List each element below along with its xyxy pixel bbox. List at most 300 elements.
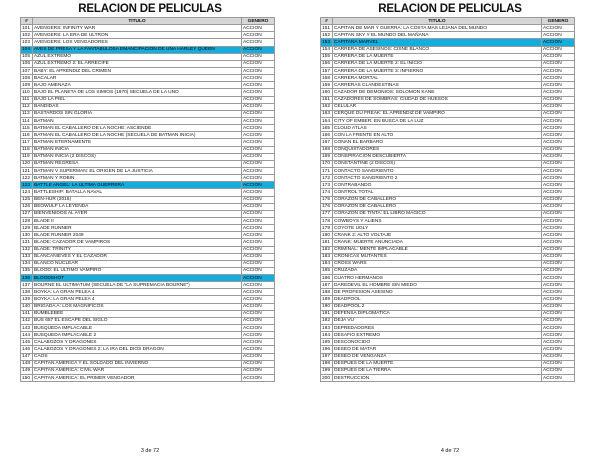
movie-title: DESAFIO EXTREMO	[333, 332, 542, 339]
movie-title: CAPITAN AMERICA: EL PRIMER VENGADOR	[33, 375, 242, 382]
movie-genre: ACCION	[242, 167, 275, 174]
table-row	[21, 53, 275, 60]
row-number: 164	[321, 117, 333, 124]
movie-genre: ACCION	[242, 53, 275, 60]
movie-title: BANDIDAS	[33, 103, 242, 110]
table-row	[321, 182, 575, 189]
row-number: 173	[321, 182, 333, 189]
movie-genre: ACCION	[242, 289, 275, 296]
movie-title: BAJO EL PLANETA DE LOS SIMIOS (1970) SECUELA DE LA UNO	[33, 89, 242, 96]
row-number: 118	[21, 146, 33, 153]
table-row	[21, 32, 275, 39]
row-number: 152	[321, 32, 333, 39]
movie-genre: ACCION	[242, 296, 275, 303]
table-row	[21, 167, 275, 174]
movie-genre: ACCION	[242, 267, 275, 274]
row-number: 198	[321, 360, 333, 367]
movie-title: DEPREDADORES	[333, 325, 542, 332]
table-row	[321, 210, 575, 217]
movie-genre: ACCION	[242, 96, 275, 103]
movie-genre: ACCION	[542, 75, 575, 82]
row-number: 143	[21, 325, 33, 332]
movie-genre: ACCION	[242, 332, 275, 339]
movie-title: CONTROL TOTAL	[333, 189, 542, 196]
table-row	[21, 117, 275, 124]
table-row	[21, 325, 275, 332]
row-number: 136	[21, 275, 33, 282]
header-num: #	[321, 18, 333, 25]
movie-title: BAJO LA PIEL	[33, 96, 242, 103]
movie-title: CONTACTO SANGRIENTO	[333, 167, 542, 174]
table-row	[21, 189, 275, 196]
movie-title: BATTLE ANGEL: LA ULTIMA GUERRERA	[33, 182, 242, 189]
movie-title: CAPITAN AMERICA: CIVIL WAR	[33, 367, 242, 374]
table-row	[321, 203, 575, 210]
movie-title: CERQUE DU FREAK: EL APRENDIZ DE VAMPIRO	[333, 110, 542, 117]
movie-title: BLADE RUNNER 2049	[33, 232, 242, 239]
table-row	[321, 60, 575, 67]
movie-genre: ACCION	[542, 239, 575, 246]
table-row	[21, 210, 275, 217]
table-row	[321, 217, 575, 224]
row-number: 182	[321, 246, 333, 253]
movie-title: CARRERA DE LA MUERTE 3: INFIERNO	[333, 67, 542, 74]
row-number: 139	[21, 296, 33, 303]
table-row	[21, 332, 275, 339]
movie-title: CAZADOR DE DEMONIOS: SOLOMON KANE	[333, 89, 542, 96]
movie-title: DESTRUCCION	[333, 375, 542, 382]
movie-title: DE PROFESION ASESINO	[333, 289, 542, 296]
row-number: 200	[321, 375, 333, 382]
movie-genre: ACCION	[542, 39, 575, 46]
movie-genre: ACCION	[242, 339, 275, 346]
table-row	[21, 367, 275, 374]
row-number: 184	[321, 260, 333, 267]
movie-genre: ACCION	[242, 89, 275, 96]
table-row	[321, 39, 575, 46]
movie-title: BOYKA: LA GRAN PELEA 4	[33, 296, 242, 303]
movie-genre: ACCION	[542, 260, 575, 267]
table-row	[321, 167, 575, 174]
table-row	[321, 89, 575, 96]
movie-genre: ACCION	[242, 103, 275, 110]
movie-title: COWBOYS Y ALIENS	[333, 217, 542, 224]
movie-genre: ACCION	[542, 53, 575, 60]
row-number: 125	[21, 196, 33, 203]
page-number: 3 de 72	[140, 448, 160, 454]
movie-title: COYOTE UGLY	[333, 225, 542, 232]
movie-genre: ACCION	[242, 260, 275, 267]
page-title: RELACION DE PELICULAS	[78, 3, 222, 15]
movie-title: CARRERAS CLANDESTINAS	[333, 82, 542, 89]
movie-title: BATTLESHIP: BATALLA NAVAL	[33, 189, 242, 196]
table-row	[321, 360, 575, 367]
movie-genre: ACCION	[542, 189, 575, 196]
movie-title: CAPITAN SKY Y EL MUNDO DEL MAÑANA	[333, 32, 542, 39]
table-row	[21, 175, 275, 182]
table-row	[321, 32, 575, 39]
movie-title: BLADE: CAZADOR DE VAMPIROS	[33, 239, 242, 246]
movie-title: DESCONOCIDO	[333, 339, 542, 346]
movie-title: BATMAN INICIA	[33, 146, 242, 153]
table-row	[321, 317, 575, 324]
movie-genre: ACCION	[542, 353, 575, 360]
movie-genre: ACCION	[242, 60, 275, 67]
movie-title: CONSTANTINE (2 DISCOS)	[333, 160, 542, 167]
table-row	[321, 96, 575, 103]
row-number: 108	[21, 75, 33, 82]
movie-genre: ACCION	[542, 167, 575, 174]
movie-genre: ACCION	[542, 225, 575, 232]
row-number: 129	[21, 225, 33, 232]
movie-title: CONTACTO SANGRIENTO 2	[333, 175, 542, 182]
row-number: 137	[21, 282, 33, 289]
row-number: 191	[321, 310, 333, 317]
header-genre: GENERO	[242, 18, 275, 25]
movie-title: BABY: EL APRENDIZ DEL CRIMEN	[33, 67, 242, 74]
row-number: 166	[321, 132, 333, 139]
movie-title: BASTARDOS SIN GLORIA	[33, 110, 242, 117]
table-row	[321, 375, 575, 382]
movie-title: BOYKA: LA GRAN PELEA 4	[33, 289, 242, 296]
movie-genre: ACCION	[242, 310, 275, 317]
table-row	[21, 310, 275, 317]
movie-genre: ACCION	[542, 103, 575, 110]
row-number: 199	[321, 367, 333, 374]
table-row	[21, 75, 275, 82]
movie-genre: ACCION	[242, 132, 275, 139]
table-row	[321, 225, 575, 232]
table-row	[21, 217, 275, 224]
row-number: 119	[21, 153, 33, 160]
row-number: 138	[21, 289, 33, 296]
table-row	[321, 125, 575, 132]
row-number: 179	[321, 225, 333, 232]
table-row	[321, 332, 575, 339]
movie-genre: ACCION	[242, 253, 275, 260]
row-number: 147	[21, 353, 33, 360]
table-row	[321, 310, 575, 317]
row-number: 168	[321, 146, 333, 153]
movie-title: DESEO DE MATAR	[333, 346, 542, 353]
movie-title: BUSQUEDA IMPLACABLE	[33, 325, 242, 332]
movie-title: AVENGERS: INFINITY WAR	[33, 25, 242, 32]
movie-genre: ACCION	[542, 267, 575, 274]
movie-genre: ACCION	[242, 46, 275, 53]
movie-title: BACALAR	[33, 75, 242, 82]
table-row	[21, 360, 275, 367]
movie-title: DEADPOOL	[333, 296, 542, 303]
movie-genre: ACCION	[542, 289, 575, 296]
movie-title: DESPUES DE LA MUERTE	[333, 360, 542, 367]
row-number: 157	[321, 67, 333, 74]
row-number: 104	[21, 46, 33, 53]
row-number: 123	[21, 182, 33, 189]
row-number: 146	[21, 346, 33, 353]
movie-genre: ACCION	[242, 239, 275, 246]
row-number: 142	[21, 317, 33, 324]
movie-title: AZUL EXTREMO 2: EL ARRECIFE	[33, 60, 242, 67]
movie-genre: ACCION	[242, 125, 275, 132]
movie-title: CLOUD ATLAS	[333, 125, 542, 132]
table-row	[321, 367, 575, 374]
row-number: 150	[21, 375, 33, 382]
table-row	[321, 196, 575, 203]
movie-genre: ACCION	[242, 25, 275, 32]
movie-title: DAREDEVIL EL HOMBRE SIN MIEDO	[333, 282, 542, 289]
table-row	[21, 96, 275, 103]
table-row	[321, 282, 575, 289]
movie-title: BEN-HUR (2016)	[33, 196, 242, 203]
movie-title: CONQUISTADORES	[333, 146, 542, 153]
table-row	[321, 296, 575, 303]
movie-title: BATMAN Y ROBIN	[33, 175, 242, 182]
table-row	[21, 317, 275, 324]
table-row	[21, 239, 275, 246]
movie-genre: ACCION	[542, 132, 575, 139]
row-number: 127	[21, 210, 33, 217]
table-row	[21, 132, 275, 139]
movie-genre: ACCION	[542, 139, 575, 146]
table-row	[21, 25, 275, 32]
row-number: 180	[321, 232, 333, 239]
movie-genre: ACCION	[242, 282, 275, 289]
row-number: 117	[21, 139, 33, 146]
movie-genre: ACCION	[242, 232, 275, 239]
row-number: 176	[321, 203, 333, 210]
movie-genre: ACCION	[542, 296, 575, 303]
movie-title: BUSQUEDA IMPLACABLE 2	[33, 332, 242, 339]
movie-genre: ACCION	[542, 196, 575, 203]
table-row	[21, 39, 275, 46]
movie-genre: ACCION	[242, 117, 275, 124]
row-number: 154	[321, 46, 333, 53]
table-row	[321, 267, 575, 274]
movie-title: CAPITANA MARVEL	[333, 39, 542, 46]
movie-genre: ACCION	[542, 32, 575, 39]
table-row	[21, 253, 275, 260]
table-row	[21, 289, 275, 296]
row-number: 149	[21, 367, 33, 374]
row-number: 163	[321, 110, 333, 117]
table-row	[321, 353, 575, 360]
row-number: 161	[321, 96, 333, 103]
movie-genre: ACCION	[242, 196, 275, 203]
header-title: TITULO	[33, 18, 242, 25]
table-row	[321, 103, 575, 110]
table-row	[21, 282, 275, 289]
movie-genre: ACCION	[542, 82, 575, 89]
table-row	[21, 375, 275, 382]
movie-genre: ACCION	[242, 225, 275, 232]
row-number: 197	[321, 353, 333, 360]
table-row	[21, 225, 275, 232]
movie-title: CRIMINAL: MENTE IMPLACABLE	[333, 246, 542, 253]
movie-genre: ACCION	[542, 175, 575, 182]
table-row	[21, 82, 275, 89]
movie-title: DEADPOOL 2	[333, 303, 542, 310]
movie-genre: ACCION	[242, 175, 275, 182]
row-number: 121	[21, 167, 33, 174]
movie-title: BATMAN V SUPERMAN: EL ORIGEN DE LA JUSTICIA	[33, 167, 242, 174]
movie-genre: ACCION	[542, 182, 575, 189]
movie-genre: ACCION	[242, 153, 275, 160]
movie-title: CARRERA DE ASESINOS: CISNE BLANCO	[333, 46, 542, 53]
movie-genre: ACCION	[542, 332, 575, 339]
table-row	[321, 175, 575, 182]
row-number: 196	[321, 346, 333, 353]
movie-title: BUMBLEBEE	[33, 310, 242, 317]
movie-title: BATMAN EL CABALLERO DE LA NOCHE (SECUELA DE BATMAN INICIA)	[33, 132, 242, 139]
row-number: 165	[321, 125, 333, 132]
table-row	[321, 289, 575, 296]
row-number: 120	[21, 160, 33, 167]
movie-title: BLOOD: EL ULTIMO VAMPIRO	[33, 267, 242, 274]
movie-title: AVENGERS: LA ERA DE ULTRON	[33, 32, 242, 39]
movie-title: CONSPIRACION DESCUBIERTA	[333, 153, 542, 160]
movie-title: CARRERA DE LA MUERTE	[333, 53, 542, 60]
row-number: 190	[321, 303, 333, 310]
movie-title: CRONICAS MUTANTES	[333, 253, 542, 260]
movie-title: BATMAN EL CABALLERO DE LA NOCHE: ASCIENDE	[33, 125, 242, 132]
movie-title: BATMAN INICIA (2 DISCOS)	[33, 153, 242, 160]
row-number: 128	[21, 217, 33, 224]
movie-genre: ACCION	[242, 203, 275, 210]
movie-genre: ACCION	[242, 110, 275, 117]
table-row	[21, 296, 275, 303]
table-row	[321, 346, 575, 353]
movie-title: CORAZON DE TINTA: EL LIBRO MAGICO	[333, 210, 542, 217]
table-row	[21, 196, 275, 203]
movie-title: CAPITAN DE MAR Y GUERRA: LA COSTA MAS LEJANA DEL MUNDO	[333, 25, 542, 32]
row-number: 175	[321, 196, 333, 203]
row-number: 188	[321, 289, 333, 296]
page-title: RELACION DE PELICULAS	[378, 3, 522, 15]
movie-genre: ACCION	[542, 146, 575, 153]
table-row	[321, 25, 575, 32]
table-row	[321, 75, 575, 82]
movie-title: BEOWULF LA LEYENDA	[33, 203, 242, 210]
movie-title: CAOS	[33, 353, 242, 360]
row-number: 112	[21, 103, 33, 110]
header-genre: GENERO	[542, 18, 575, 25]
row-number: 102	[21, 32, 33, 39]
row-number: 148	[21, 360, 33, 367]
row-number: 153	[321, 39, 333, 46]
movie-genre: ACCION	[542, 153, 575, 160]
movie-title: BIENVENIDOS AL AYER	[33, 210, 242, 217]
movie-table	[320, 17, 575, 382]
table-row	[321, 160, 575, 167]
table-row	[321, 246, 575, 253]
movie-genre: ACCION	[242, 367, 275, 374]
movie-genre: ACCION	[542, 246, 575, 253]
movie-genre: ACCION	[542, 89, 575, 96]
movie-table	[20, 17, 275, 382]
row-number: 145	[21, 339, 33, 346]
table-row	[21, 275, 275, 282]
table-row	[21, 46, 275, 53]
movie-genre: ACCION	[542, 217, 575, 224]
table-row	[21, 232, 275, 239]
movie-genre: ACCION	[242, 39, 275, 46]
movie-title: CARRERA MORTAL	[333, 75, 542, 82]
table-row	[321, 110, 575, 117]
row-number: 171	[321, 167, 333, 174]
movie-genre: ACCION	[542, 282, 575, 289]
movie-title: CAPITAN AMERICA Y EL SOLDADO DEL INVIERNO	[33, 360, 242, 367]
row-number: 111	[21, 96, 33, 103]
movie-title: CARRERA DE LA MUERTE 2: EL INICIO	[333, 60, 542, 67]
row-number: 130	[21, 232, 33, 239]
movie-genre: ACCION	[542, 110, 575, 117]
movie-title: BLADE II	[33, 217, 242, 224]
row-number: 106	[21, 60, 33, 67]
movie-genre: ACCION	[242, 182, 275, 189]
table-row	[21, 182, 275, 189]
row-number: 141	[21, 310, 33, 317]
movie-title: AVENGERS: LOS VENGADORES	[33, 39, 242, 46]
movie-genre: ACCION	[242, 82, 275, 89]
table-row	[21, 203, 275, 210]
table-row	[321, 146, 575, 153]
movie-title: CROSS WARS	[333, 260, 542, 267]
table-row	[321, 339, 575, 346]
table-row	[321, 232, 575, 239]
table-row	[21, 125, 275, 132]
row-number: 101	[21, 25, 33, 32]
row-number: 155	[321, 53, 333, 60]
table-row	[321, 67, 575, 74]
table-row	[21, 353, 275, 360]
movie-genre: ACCION	[542, 160, 575, 167]
row-number: 103	[21, 39, 33, 46]
movie-genre: ACCION	[542, 253, 575, 260]
row-number: 105	[21, 53, 33, 60]
row-number: 116	[21, 132, 33, 139]
row-number: 158	[321, 75, 333, 82]
row-number: 144	[21, 332, 33, 339]
movie-genre: ACCION	[542, 203, 575, 210]
row-number: 126	[21, 203, 33, 210]
movie-title: BATMAN ETERNAMENTE	[33, 139, 242, 146]
table-row	[321, 153, 575, 160]
movie-genre: ACCION	[542, 25, 575, 32]
table-row	[321, 239, 575, 246]
row-number: 170	[321, 160, 333, 167]
table-row	[21, 153, 275, 160]
movie-genre: ACCION	[242, 317, 275, 324]
movie-genre: ACCION	[542, 210, 575, 217]
table-row	[321, 139, 575, 146]
row-number: 156	[321, 60, 333, 67]
table-row	[21, 267, 275, 274]
movie-title: CALABOZOS Y DRAGONES 2: LA IRA DEL DIOS DRAGON	[33, 346, 242, 353]
table-row	[21, 103, 275, 110]
movie-title: BOURNE EL ULTIMATUM (SECUELA DE "LA SUPREMACIA BOURNE")	[33, 282, 242, 289]
row-number: 124	[21, 189, 33, 196]
row-number: 107	[21, 67, 33, 74]
row-number: 113	[21, 110, 33, 117]
table-row	[21, 146, 275, 153]
table-row	[321, 325, 575, 332]
movie-genre: ACCION	[242, 210, 275, 217]
movie-title: CONAN EL BARBARO	[333, 139, 542, 146]
table-row	[321, 132, 575, 139]
table-row	[21, 67, 275, 74]
row-number: 133	[21, 253, 33, 260]
row-number: 187	[321, 282, 333, 289]
